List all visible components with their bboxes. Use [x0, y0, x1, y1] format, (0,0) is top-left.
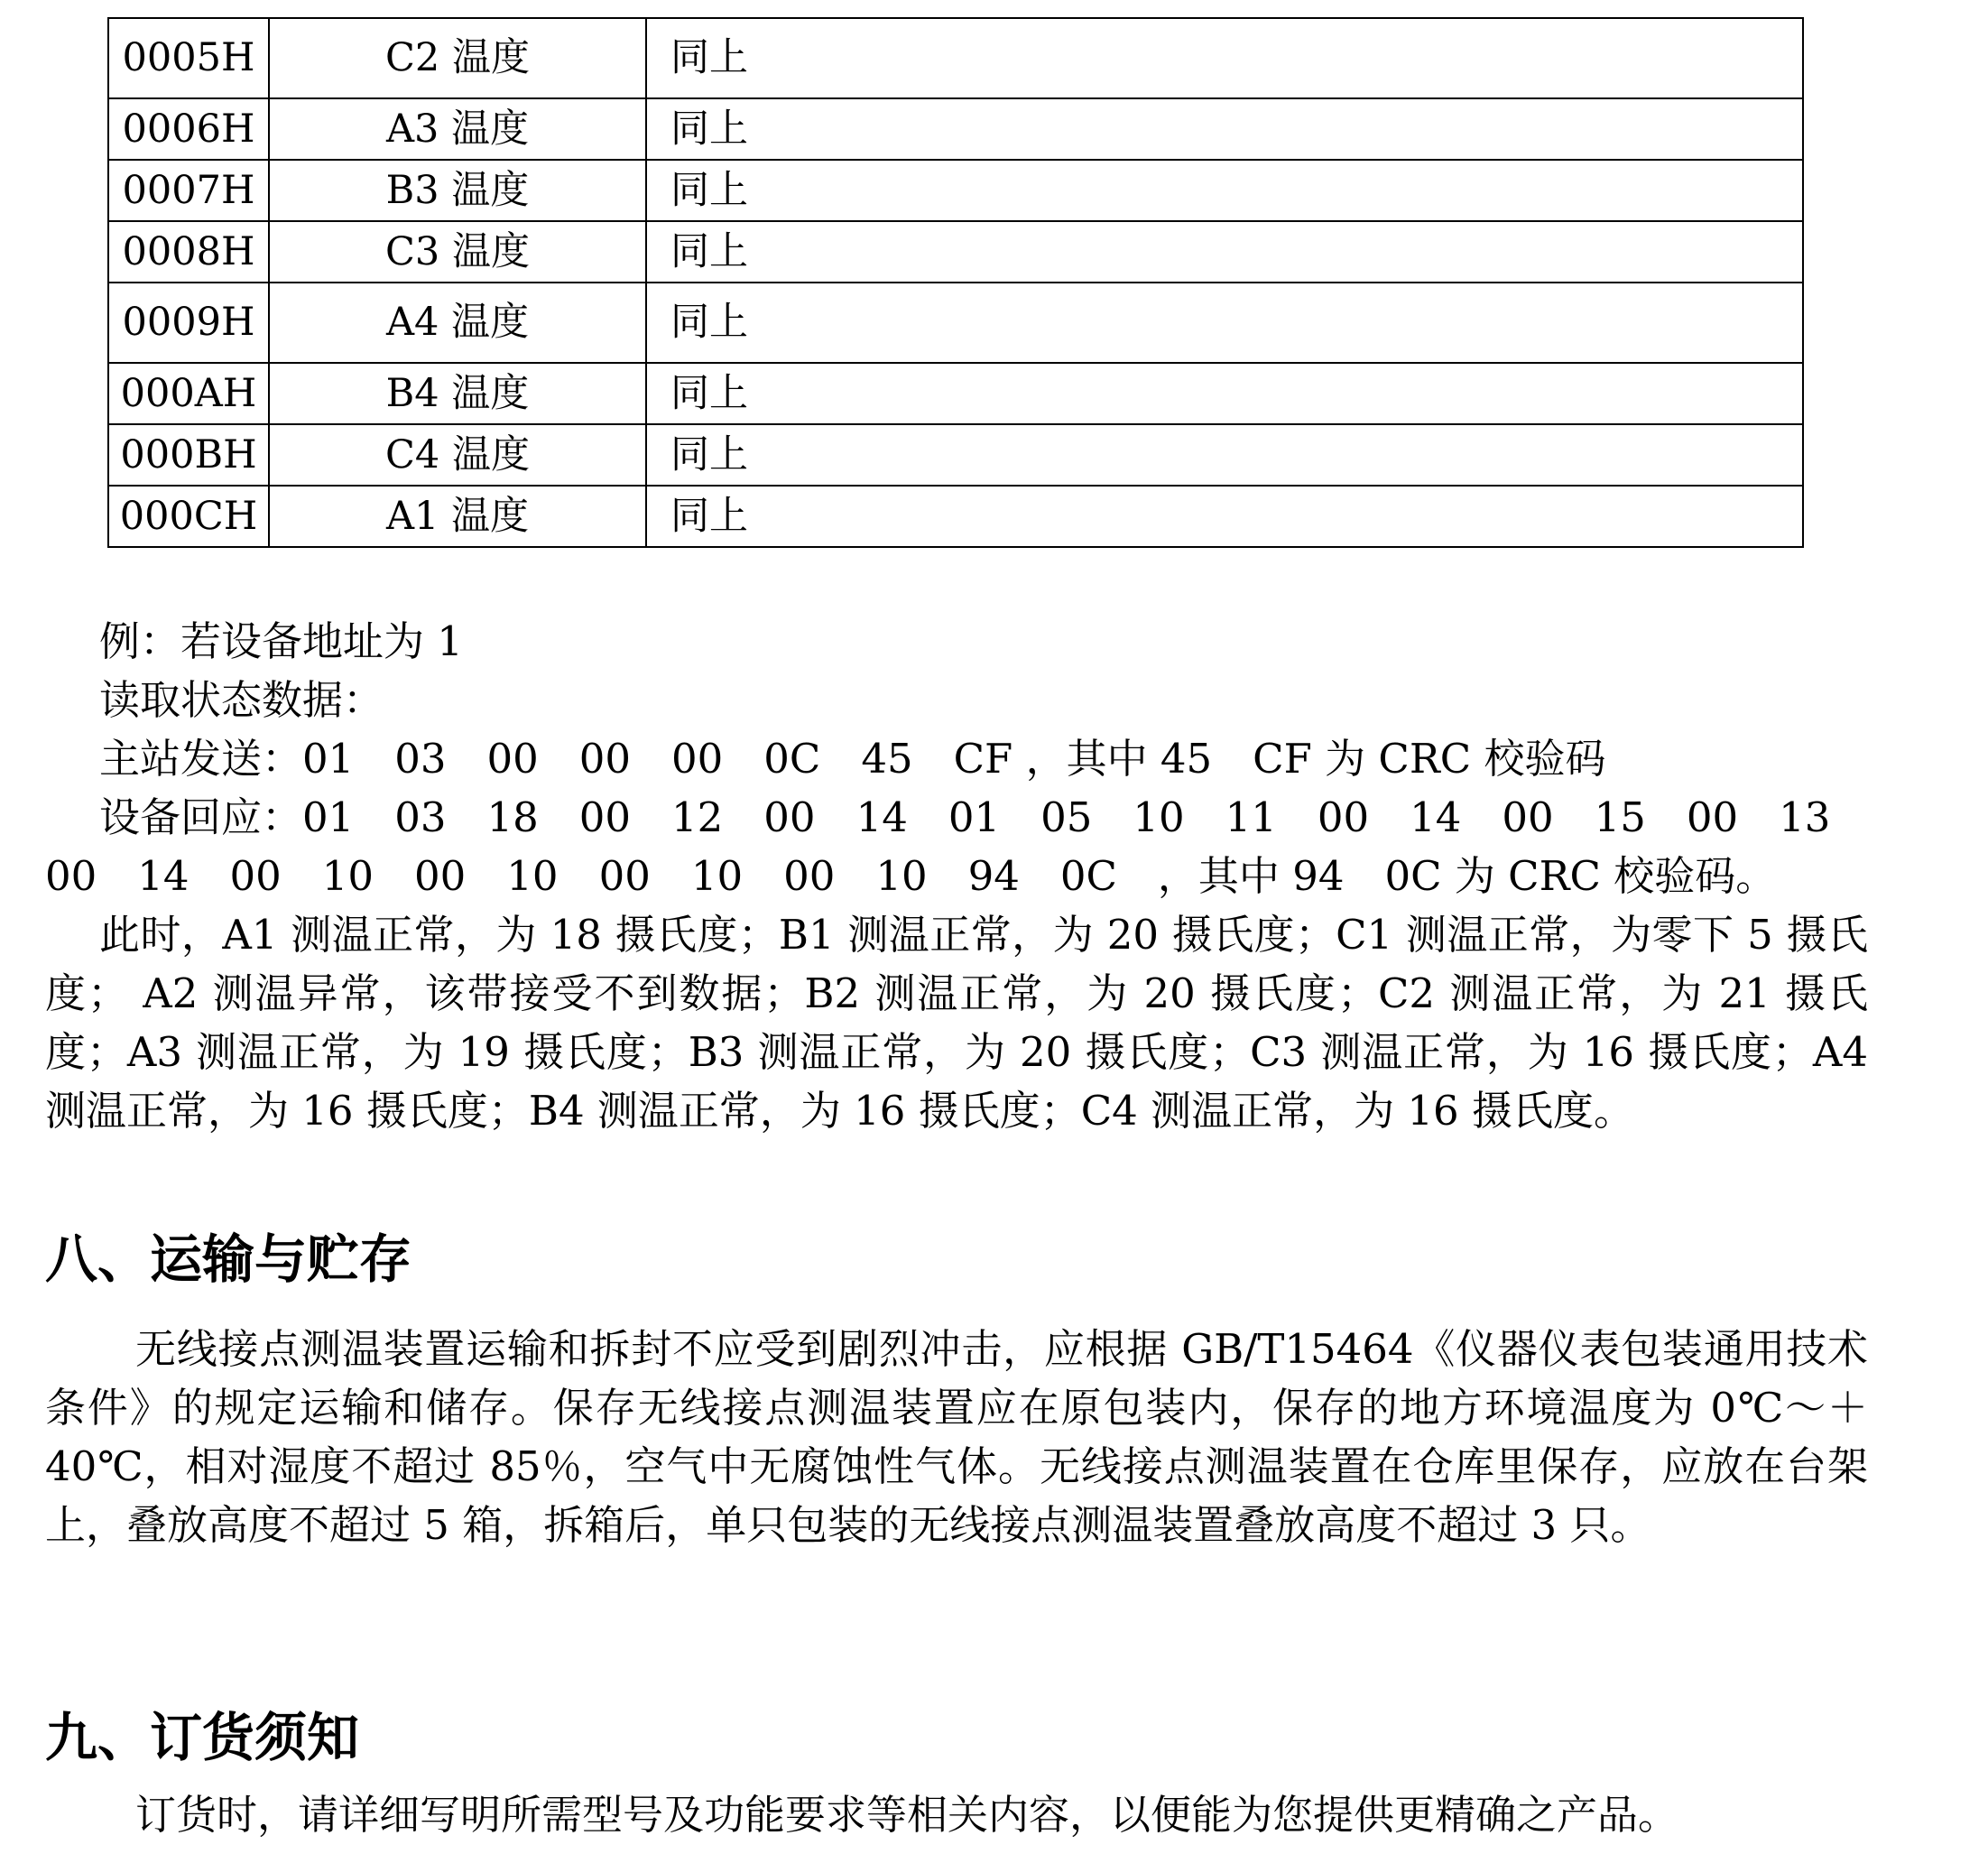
- section-8-title: 八、运输与贮存: [45, 1228, 412, 1290]
- register-name: C4 温度: [269, 424, 646, 486]
- register-name: A3 温度: [269, 98, 646, 160]
- register-name: C2 温度: [269, 18, 646, 98]
- table-row: [108, 486, 1803, 547]
- table-row: [108, 160, 1803, 221]
- example-intro: 例：若设备地址为 1: [99, 617, 463, 665]
- device-reply-line-1: 设备回应：01 03 18 00 12 00 14 01 05 10 11 00 14 00 15 00 13: [99, 793, 1831, 841]
- register-address: 0009H: [108, 283, 269, 363]
- register-address: 000AH: [108, 363, 269, 424]
- register-name: B4 温度: [269, 363, 646, 424]
- register-description: 同上: [646, 221, 1803, 283]
- register-name: A1 温度: [269, 486, 646, 547]
- register-name: B3 温度: [269, 160, 646, 221]
- section-8-body: 无线接点测温装置运输和拆封不应受到剧烈冲击，应根据 GB/T15464《仪器仪表包装通用技术条件》的规定运输和储存。保存无线接点测温装置应在原包装内，保存的地方环境温度为 0℃～＋40℃，相对湿度不超过 85％，空气中无腐蚀性气体。无线接点测温装置在仓库里保存，应放在台架上，叠放高度不超过 5 箱，拆箱后，单只包装的无线接点测温装置叠放高度不超过 3 只。: [45, 1325, 1868, 1549]
- temperature-explanation: 此时，A1 测温正常，为 18 摄氏度；B1 测温正常，为 20 摄氏度；C1 测温正常，为零下 5 摄氏度； A2 测温异常，该带接受不到数据；B2 测温正常，为 20 摄氏度；C2 测温正常，为 21 摄氏度；A3 测温正常，为 19 摄氏度；B3 测温正常，为 20 摄氏度；C3 测温正常，为 16 摄氏度；A4 测温正常，为 16 摄氏度；B4 测温正常，为 16 摄氏度；C4 测温正常，为 16 摄氏度。: [45, 911, 1868, 1135]
- register-description: 同上: [646, 363, 1803, 424]
- device-reply-line-2: 00 14 00 10 00 10 00 10 00 10 94 0C ，其中 94 0C 为 CRC 校验码。: [45, 852, 1777, 900]
- register-address: 0005H: [108, 18, 269, 98]
- register-description: 同上: [646, 486, 1803, 547]
- section-9-title: 九、订货须知: [45, 1707, 360, 1768]
- table-row: [108, 424, 1803, 486]
- register-name: A4 温度: [269, 283, 646, 363]
- read-status-label: 读取状态数据：: [99, 676, 384, 724]
- table-row: [108, 363, 1803, 424]
- register-address: 0007H: [108, 160, 269, 221]
- register-description: 同上: [646, 283, 1803, 363]
- register-description: 同上: [646, 18, 1803, 98]
- table-row: [108, 283, 1803, 363]
- register-name: C3 温度: [269, 221, 646, 283]
- table-row: [108, 18, 1803, 98]
- register-description: 同上: [646, 98, 1803, 160]
- register-address: 000CH: [108, 486, 269, 547]
- table-row: [108, 98, 1803, 160]
- table-row: [108, 221, 1803, 283]
- register-description: 同上: [646, 160, 1803, 221]
- register-description: 同上: [646, 424, 1803, 486]
- register-table: [107, 17, 1804, 548]
- register-address: 000BH: [108, 424, 269, 486]
- register-address: 0008H: [108, 221, 269, 283]
- master-send-line: 主站发送：01 03 00 00 00 0C 45 CF ，其中 45 CF 为 CRC 校验码: [99, 735, 1606, 783]
- register-address: 0006H: [108, 98, 269, 160]
- section-9-body: 订货时，请详细写明所需型号及功能要求等相关内容，以便能为您提供更精确之产品。: [135, 1791, 1679, 1839]
